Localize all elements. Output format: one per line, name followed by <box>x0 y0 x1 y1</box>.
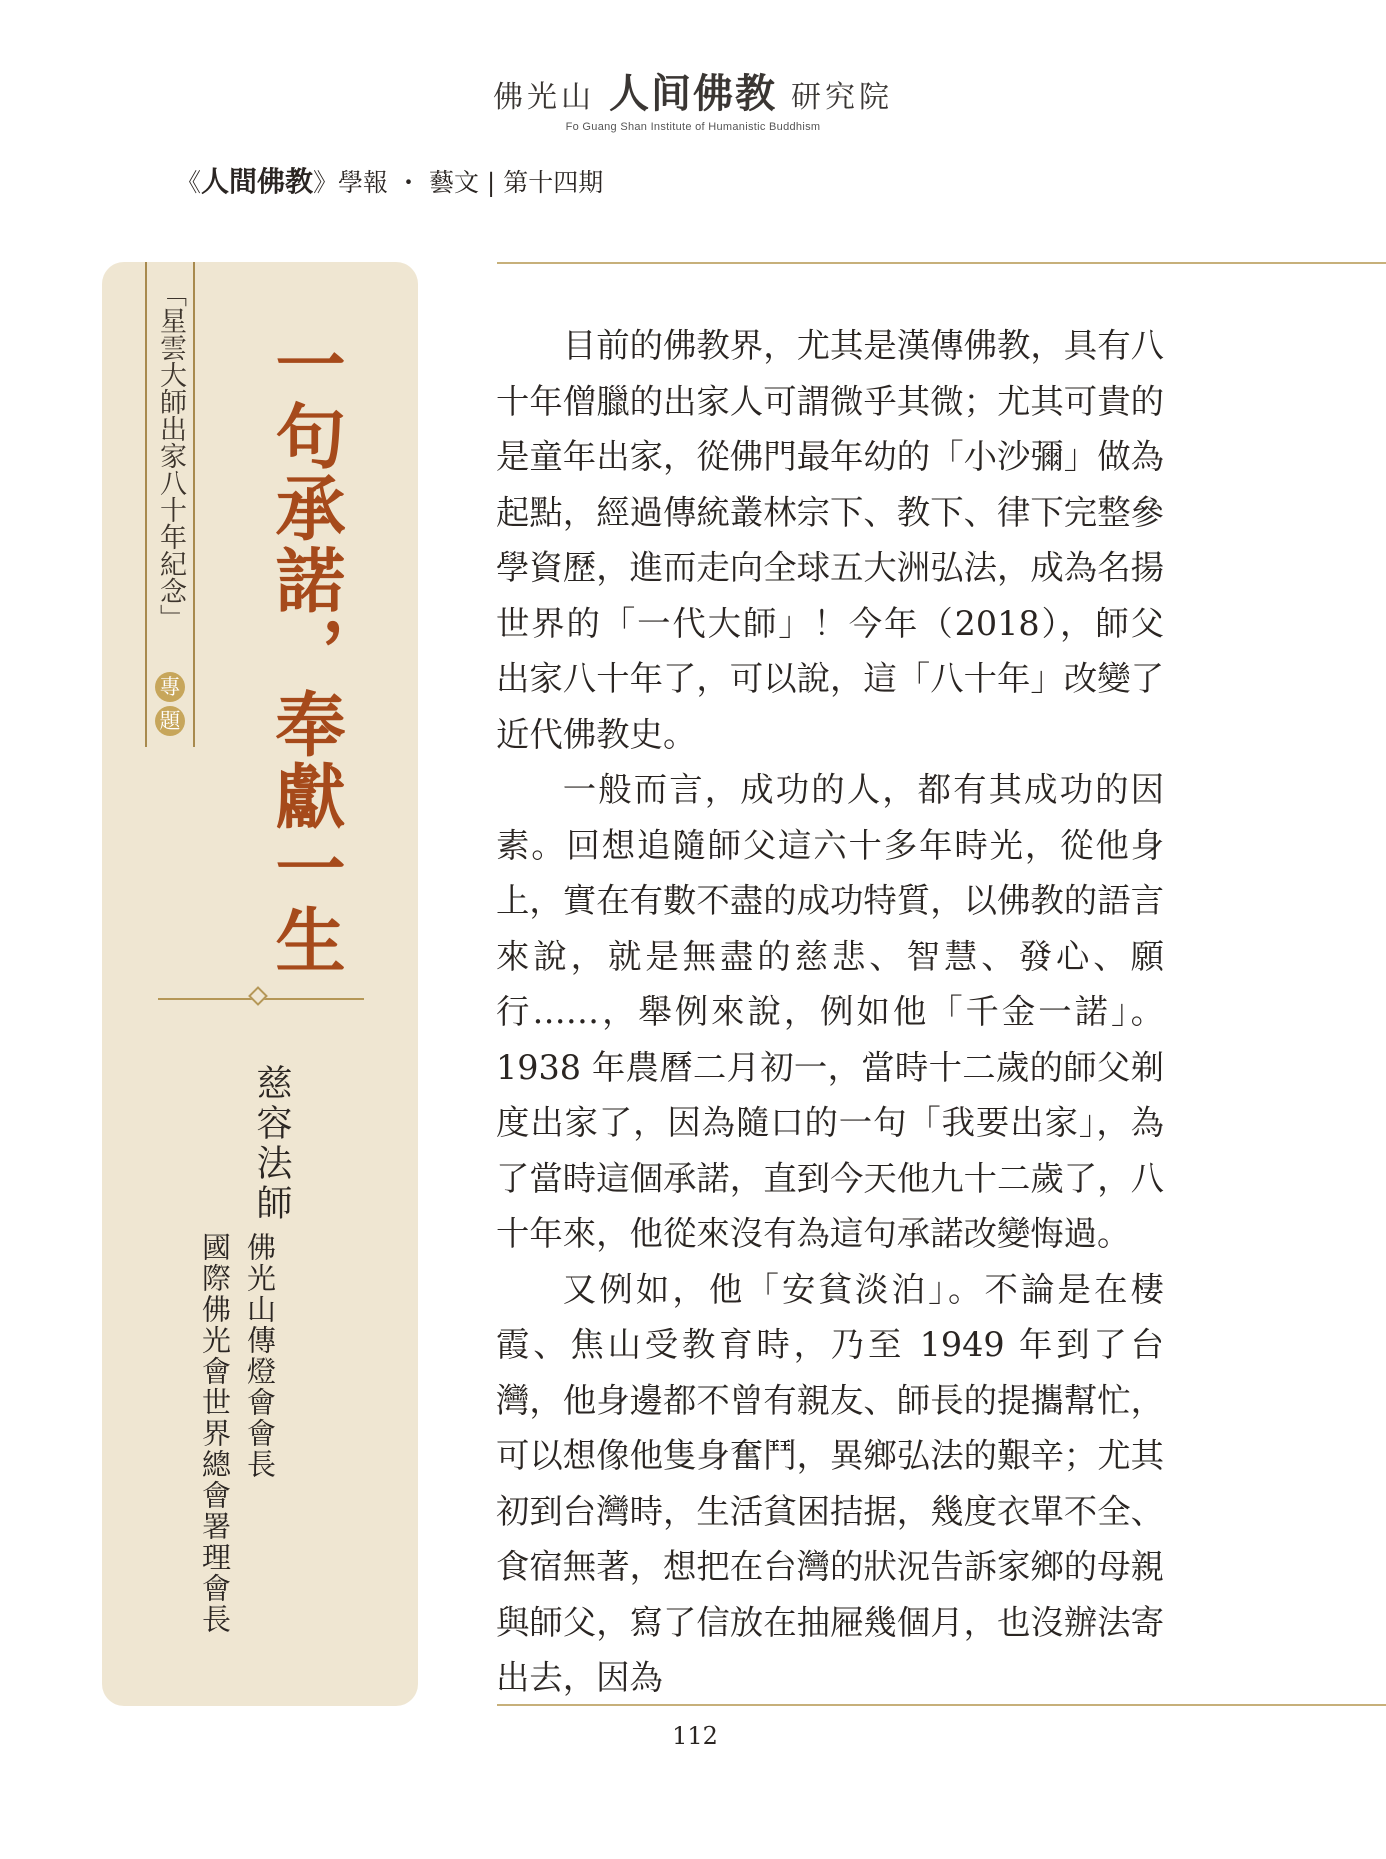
series-rule-left <box>145 262 147 747</box>
series-label: 「星雲大師出家八十年紀念」 <box>155 280 186 631</box>
page-number: 112 <box>672 1722 718 1750</box>
body-paragraph: 又例如，他「安貧淡泊」。不論是在棲霞、焦山受教育時，乃至 1949 年到了台灣，他身邊都不曾有親友、師長的提攜幫忙，可以想像他隻身奮鬥，異鄉弘法的艱辛；尤其初到台灣時，生活貧困拮据，幾度衣單不全、食宿無著，想把在台灣的狀況告訴家鄉的母親與師父，寫了信放在抽屜幾個月，也沒辦法寄出去，因為 <box>496 1269 1164 1697</box>
author-affiliation <box>192 1232 282 1672</box>
title-sidebar <box>102 262 418 1706</box>
top-rule <box>497 262 1386 264</box>
body-paragraph: 目前的佛教界，尤其是漢傳佛教，具有八十年僧臘的出家人可謂微乎其微；尤其可貴的是童年出家，從佛門最年幼的「小沙彌」做為起點，經過傳統叢林宗下、教下、律下完整參學資歷，進而走向全球五大洲弘法，成為名揚世界的「一代大師」！今年（2018），師父出家八十年了，可以說，這「八十年」改變了近代佛教史。 <box>496 326 1164 754</box>
special-topic-badge: 專 <box>155 672 185 702</box>
journal-brand: 人間佛教 <box>201 165 314 198</box>
journal-issue-info: 學報 ・ 藝文 | 第十四期 <box>338 168 604 197</box>
journal-bracket-close: 》 <box>313 168 339 197</box>
institute-header <box>0 62 1386 133</box>
article-body <box>496 318 1164 1706</box>
divider-diamond-icon <box>248 986 268 1006</box>
article-title: 一句承諾，奉獻一生 <box>264 328 347 976</box>
bottom-rule <box>497 1704 1386 1706</box>
journal-running-head <box>176 160 603 200</box>
journal-bracket-open: 《 <box>176 168 202 197</box>
institute-name-right: 研究院 <box>791 80 893 115</box>
institute-name-left: 佛光山 <box>493 80 595 115</box>
body-paragraph: 一般而言，成功的人，都有其成功的因素。回想追隨師父這六十多年時光，從他身上，實在有數不盡的成功特質，以佛教的語言來說，就是無盡的慈悲、智慧、發心、願行……，舉例來說，例如他「千金一諾」。1938 年農曆二月初一，當時十二歲的師父剃度出家了，因為隨口的一句「我要出家」，為了當時這個承諾，直到今天他九十二歲了，八十年來，他從來沒有為這句承諾改變悔過。 <box>496 770 1164 1253</box>
institute-english-name: Fo Guang Shan Institute of Humanistic Buddhism <box>565 121 821 133</box>
series-rule-right <box>193 262 195 747</box>
special-topic-badge: 題 <box>155 706 185 736</box>
institute-name <box>0 62 1386 119</box>
author-name: 慈容法師 <box>251 1064 292 1224</box>
affiliation-line-1: 佛光山傳燈會會長 <box>243 1232 277 1480</box>
institute-brand-logo: 人间佛教 <box>609 70 777 117</box>
affiliation-line-2: 國際佛光會世界總會署理會長 <box>198 1232 232 1635</box>
